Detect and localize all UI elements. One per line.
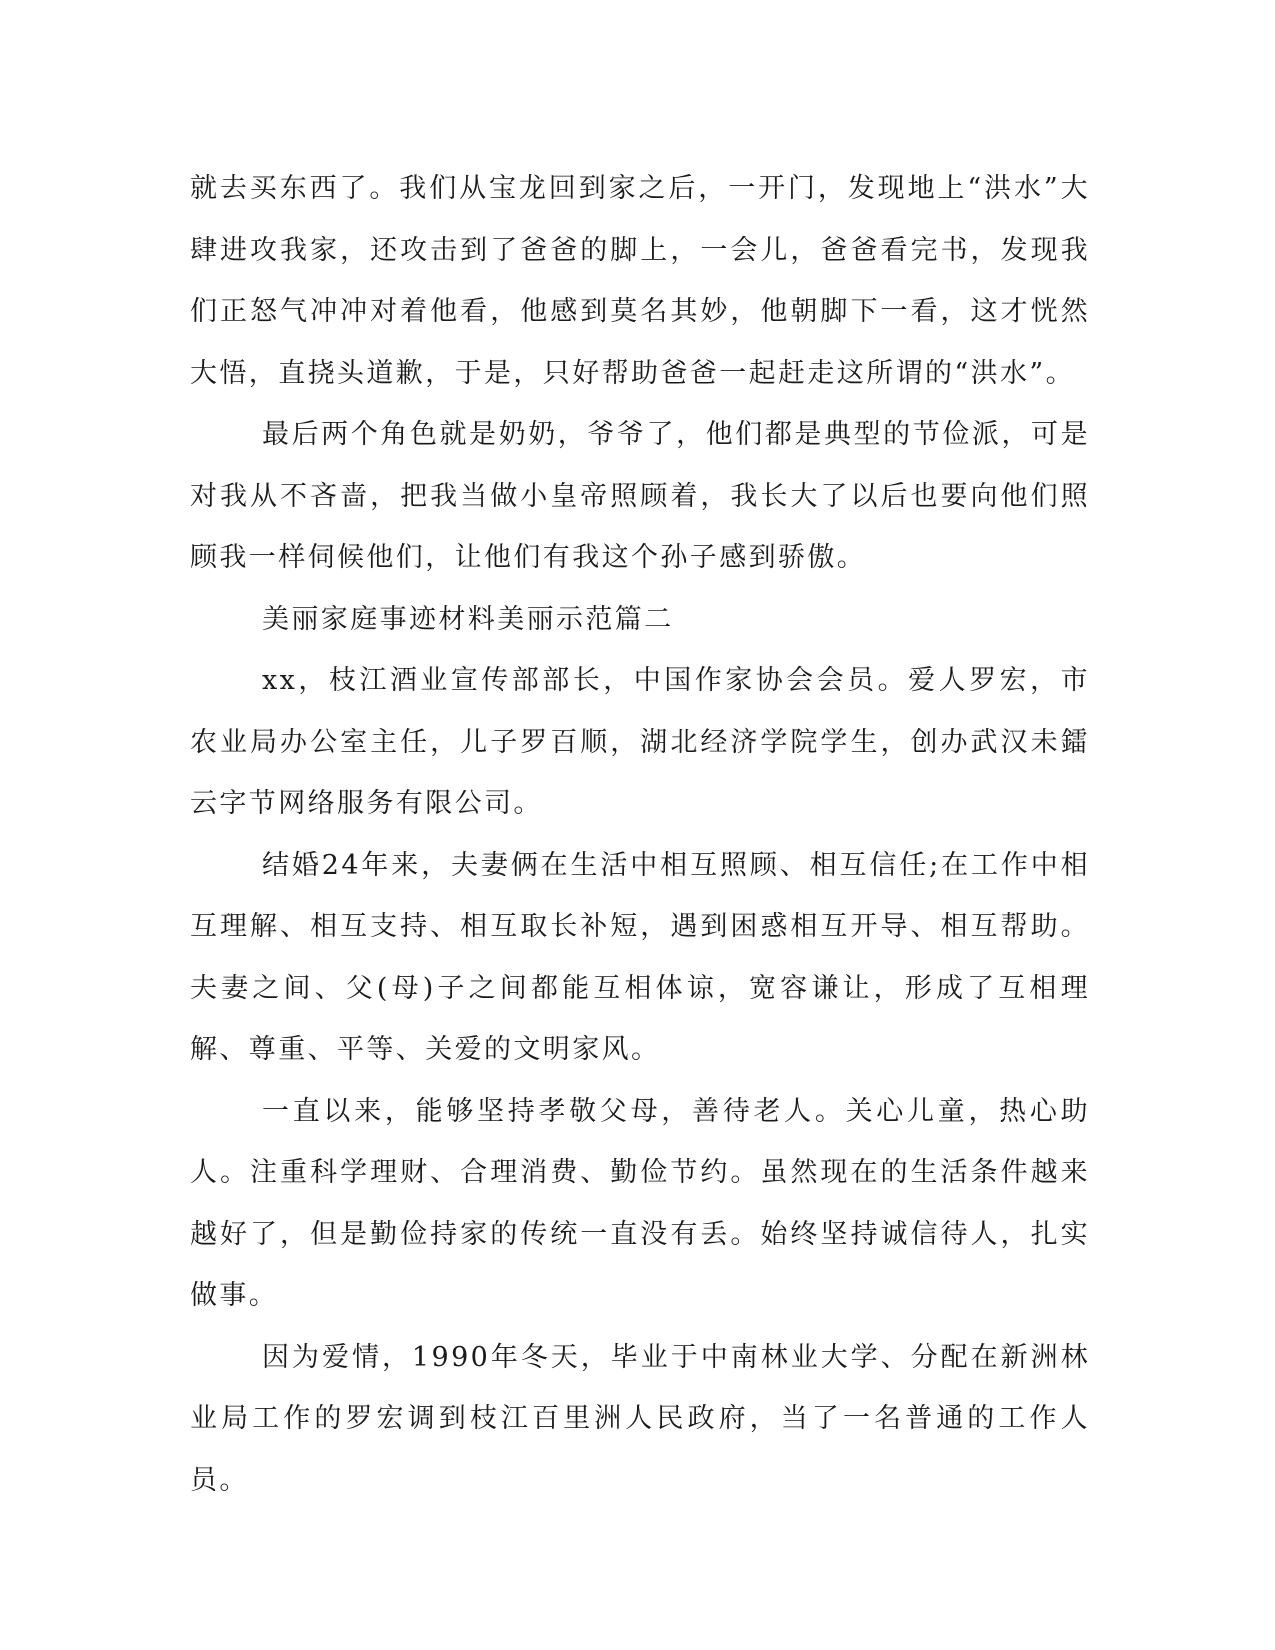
paragraph-introduction: xx，枝江酒业宣传部部长，中国作家协会会员。爱人罗宏，市农业局办公室主任，儿子罗百顺，湖北经济学院学生，创办武汉未鐳云字节网络服务有限公司。 bbox=[190, 665, 1090, 819]
paragraph-grandparents: 最后两个角色就是奶奶，爷爷了，他们都是典型的节俭派，可是对我从不吝啬，把我当做小皇帝照顾着，我长大了以后也要向他们照顾我一样伺候他们，让他们有我这个孙子感到骄傲。 bbox=[190, 419, 1090, 573]
document-body bbox=[190, 158, 1090, 1511]
paragraph-continuation: 就去买东西了。我们从宝龙回到家之后，一开门，发现地上“洪水”大肆进攻我家，还攻击到了爸爸的脚上，一会儿，爸爸看完书，发现我们正怒气冲冲对着他看，他感到莫名其妙，他朝脚下一看，这才恍然大悟，直挠头道歉，于是，只好帮助爸爸一起赶走这所谓的“洪水”。 bbox=[190, 173, 1090, 389]
paragraph-1990: 因为爱情，1990年冬天，毕业于中南林业大学、分配在新洲林业局工作的罗宏调到枝江百里洲人民政府，当了一名普通的工作人员。 bbox=[190, 1341, 1090, 1496]
paragraph-filial-piety: 一直以来，能够坚持孝敬父母，善待老人。关心儿童，热心助人。注重科学理财、合理消费、勤俭节约。虽然现在的生活条件越来越好了，但是勤俭持家的传统一直没有丢。始终坚持诚信待人，扎实做事。 bbox=[190, 1095, 1090, 1311]
section-heading: 美丽家庭事迹材料美丽示范篇二 bbox=[262, 603, 674, 635]
paragraph-marriage: 结婚24年来，夫妻俩在生活中相互照顾、相互信任;在工作中相互理解、相互支持、相互取长补短，遇到困惑相互开导、相互帮助。夫妻之间、父(母)子之间都能互相体谅，宽容谦让，形成了互相理解、尊重、平等、关爱的文明家风。 bbox=[190, 849, 1090, 1065]
